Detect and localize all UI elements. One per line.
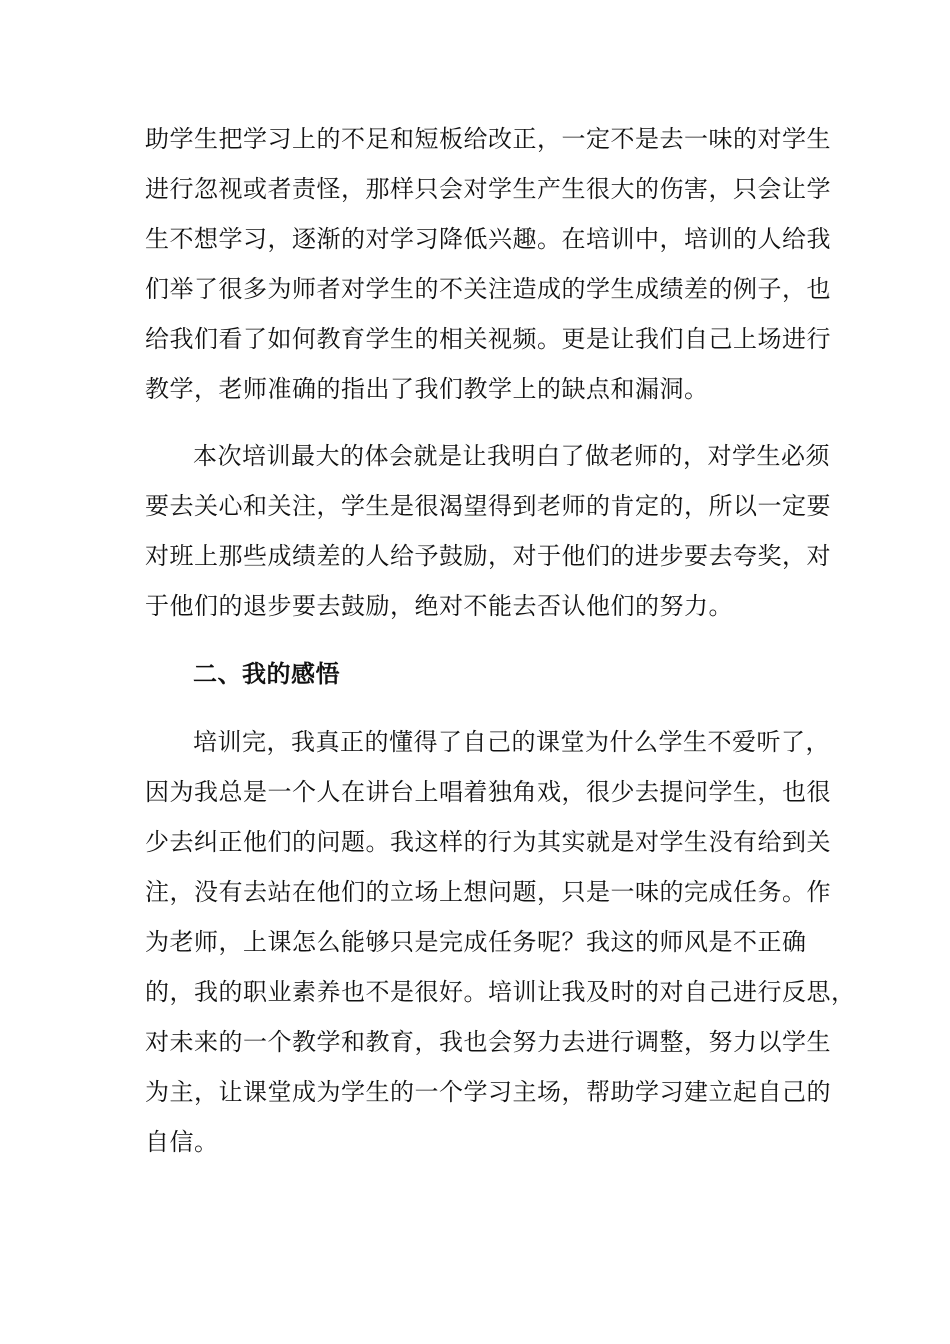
- paragraph-line: 于他们的退步要去鼓励，绝对不能去否认他们的努力。: [145, 592, 733, 620]
- paragraph-line: 自信。: [145, 1128, 219, 1156]
- paragraph-line: 们举了很多为师者对学生的不关注造成的学生成绩差的例子，也: [145, 275, 831, 303]
- paragraph-line: 生不想学习，逐渐的对学习降低兴趣。在培训中，培训的人给我: [145, 225, 831, 253]
- paragraph-line: 培训完，我真正的懂得了自己的课堂为什么学生不爱听了，: [193, 728, 830, 756]
- paragraph-line: 进行忽视或者责怪，那样只会对学生产生很大的伤害，只会让学: [145, 175, 831, 203]
- section-heading: 二、我的感悟: [193, 660, 340, 688]
- paragraph-line: 注，没有去站在他们的立场上想问题，只是一味的完成任务。作: [145, 878, 831, 906]
- paragraph-line: 本次培训最大的体会就是让我明白了做老师的，对学生必须: [193, 442, 830, 470]
- paragraph-line: 少去纠正他们的问题。我这样的行为其实就是对学生没有给到关: [145, 828, 831, 856]
- paragraph-line: 的，我的职业素养也不是很好。培训让我及时的对自己进行反思，: [145, 978, 856, 1006]
- paragraph-line: 助学生把学习上的不足和短板给改正，一定不是去一味的对学生: [145, 125, 831, 153]
- paragraph-line: 为主，让课堂成为学生的一个学习主场，帮助学习建立起自己的: [145, 1078, 831, 1106]
- paragraph-line: 要去关心和关注，学生是很渴望得到老师的肯定的，所以一定要: [145, 492, 831, 520]
- paragraph-line: 因为我总是一个人在讲台上唱着独角戏，很少去提问学生，也很: [145, 778, 831, 806]
- paragraph-line: 给我们看了如何教育学生的相关视频。更是让我们自己上场进行: [145, 325, 831, 353]
- paragraph-line: 为老师，上课怎么能够只是完成任务呢？我这的师风是不正确: [145, 928, 807, 956]
- paragraph-line: 对未来的一个教学和教育，我也会努力去进行调整，努力以学生: [145, 1028, 831, 1056]
- paragraph-line: 对班上那些成绩差的人给予鼓励，对于他们的进步要去夸奖，对: [145, 542, 831, 570]
- paragraph-line: 教学，老师准确的指出了我们教学上的缺点和漏洞。: [145, 375, 709, 403]
